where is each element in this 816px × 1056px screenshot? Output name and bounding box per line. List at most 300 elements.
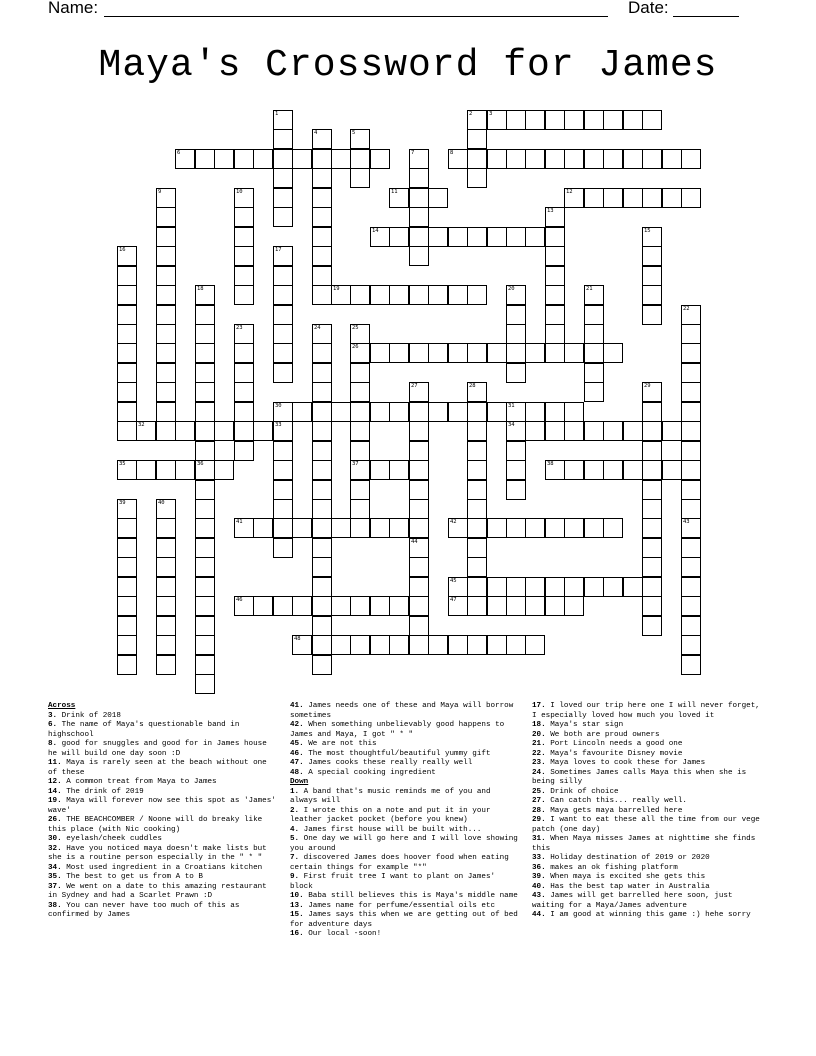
grid-cell[interactable] bbox=[506, 596, 526, 616]
grid-cell[interactable] bbox=[681, 363, 701, 383]
grid-cell[interactable] bbox=[681, 460, 701, 480]
grid-cell[interactable] bbox=[506, 149, 526, 169]
grid-cell[interactable] bbox=[117, 635, 137, 655]
grid-cell[interactable] bbox=[545, 246, 565, 266]
grid-cell[interactable] bbox=[409, 557, 429, 577]
grid-cell[interactable] bbox=[234, 207, 254, 227]
grid-cell[interactable] bbox=[681, 557, 701, 577]
grid-cell[interactable] bbox=[681, 538, 701, 558]
grid-cell[interactable] bbox=[195, 285, 215, 305]
grid-cell[interactable] bbox=[273, 129, 293, 149]
grid-cell[interactable] bbox=[525, 577, 545, 597]
grid-cell[interactable] bbox=[156, 363, 176, 383]
grid-cell[interactable] bbox=[428, 635, 448, 655]
grid-cell[interactable] bbox=[331, 518, 351, 538]
grid-cell[interactable] bbox=[545, 227, 565, 247]
grid-cell[interactable] bbox=[156, 616, 176, 636]
grid-cell[interactable] bbox=[545, 207, 565, 227]
grid-cell[interactable] bbox=[545, 596, 565, 616]
grid-cell[interactable] bbox=[234, 246, 254, 266]
grid-cell[interactable] bbox=[409, 480, 429, 500]
grid-cell[interactable] bbox=[273, 480, 293, 500]
grid-cell[interactable] bbox=[156, 266, 176, 286]
grid-cell[interactable] bbox=[156, 460, 176, 480]
grid-cell[interactable] bbox=[525, 402, 545, 422]
grid-cell[interactable] bbox=[603, 518, 623, 538]
grid-cell[interactable] bbox=[564, 421, 584, 441]
grid-cell[interactable] bbox=[487, 110, 507, 130]
grid-cell[interactable] bbox=[525, 518, 545, 538]
grid-cell[interactable] bbox=[525, 635, 545, 655]
grid-cell[interactable] bbox=[117, 363, 137, 383]
grid-cell[interactable] bbox=[370, 460, 390, 480]
grid-cell[interactable] bbox=[525, 343, 545, 363]
grid-cell[interactable] bbox=[603, 343, 623, 363]
grid-cell[interactable] bbox=[467, 538, 487, 558]
grid-cell[interactable] bbox=[409, 149, 429, 169]
grid-cell[interactable] bbox=[642, 285, 662, 305]
grid-cell[interactable] bbox=[195, 402, 215, 422]
grid-cell[interactable] bbox=[195, 499, 215, 519]
grid-cell[interactable] bbox=[584, 363, 604, 383]
grid-cell[interactable] bbox=[584, 324, 604, 344]
grid-cell[interactable] bbox=[273, 499, 293, 519]
grid-cell[interactable] bbox=[312, 635, 332, 655]
grid-cell[interactable] bbox=[642, 305, 662, 325]
grid-cell[interactable] bbox=[681, 577, 701, 597]
grid-cell[interactable] bbox=[292, 596, 312, 616]
grid-cell[interactable] bbox=[525, 149, 545, 169]
grid-cell[interactable] bbox=[175, 149, 195, 169]
grid-cell[interactable] bbox=[273, 168, 293, 188]
grid-cell[interactable] bbox=[428, 227, 448, 247]
grid-cell[interactable] bbox=[545, 460, 565, 480]
grid-cell[interactable] bbox=[312, 538, 332, 558]
grid-cell[interactable] bbox=[467, 441, 487, 461]
grid-cell[interactable] bbox=[156, 655, 176, 675]
grid-cell[interactable] bbox=[350, 324, 370, 344]
grid-cell[interactable] bbox=[487, 149, 507, 169]
grid-cell[interactable] bbox=[117, 460, 137, 480]
grid-cell[interactable] bbox=[584, 285, 604, 305]
grid-cell[interactable] bbox=[234, 188, 254, 208]
grid-cell[interactable] bbox=[525, 421, 545, 441]
grid-cell[interactable] bbox=[234, 596, 254, 616]
grid-cell[interactable] bbox=[642, 149, 662, 169]
grid-cell[interactable] bbox=[312, 285, 332, 305]
grid-cell[interactable] bbox=[487, 577, 507, 597]
grid-cell[interactable] bbox=[195, 324, 215, 344]
grid-cell[interactable] bbox=[117, 421, 137, 441]
grid-cell[interactable] bbox=[253, 596, 273, 616]
grid-cell[interactable] bbox=[117, 538, 137, 558]
grid-cell[interactable] bbox=[487, 596, 507, 616]
grid-cell[interactable] bbox=[506, 343, 526, 363]
grid-cell[interactable] bbox=[623, 149, 643, 169]
grid-cell[interactable] bbox=[389, 343, 409, 363]
grid-cell[interactable] bbox=[389, 635, 409, 655]
grid-cell[interactable] bbox=[506, 324, 526, 344]
grid-cell[interactable] bbox=[156, 538, 176, 558]
grid-cell[interactable] bbox=[312, 188, 332, 208]
grid-cell[interactable] bbox=[214, 149, 234, 169]
grid-cell[interactable] bbox=[487, 402, 507, 422]
grid-cell[interactable] bbox=[642, 499, 662, 519]
grid-cell[interactable] bbox=[370, 343, 390, 363]
grid-cell[interactable] bbox=[312, 518, 332, 538]
grid-cell[interactable] bbox=[234, 149, 254, 169]
grid-cell[interactable] bbox=[409, 207, 429, 227]
grid-cell[interactable] bbox=[136, 460, 156, 480]
grid-cell[interactable] bbox=[350, 441, 370, 461]
grid-cell[interactable] bbox=[623, 421, 643, 441]
grid-cell[interactable] bbox=[584, 382, 604, 402]
grid-cell[interactable] bbox=[195, 635, 215, 655]
grid-cell[interactable] bbox=[350, 421, 370, 441]
grid-cell[interactable] bbox=[117, 577, 137, 597]
grid-cell[interactable] bbox=[253, 518, 273, 538]
grid-cell[interactable] bbox=[156, 188, 176, 208]
grid-cell[interactable] bbox=[331, 635, 351, 655]
grid-cell[interactable] bbox=[603, 110, 623, 130]
grid-cell[interactable] bbox=[448, 635, 468, 655]
grid-cell[interactable] bbox=[389, 188, 409, 208]
grid-cell[interactable] bbox=[331, 596, 351, 616]
grid-cell[interactable] bbox=[389, 518, 409, 538]
grid-cell[interactable] bbox=[409, 402, 429, 422]
grid-cell[interactable] bbox=[448, 227, 468, 247]
grid-cell[interactable] bbox=[564, 149, 584, 169]
grid-cell[interactable] bbox=[662, 421, 682, 441]
grid-cell[interactable] bbox=[273, 207, 293, 227]
grid-cell[interactable] bbox=[428, 402, 448, 422]
grid-cell[interactable] bbox=[195, 441, 215, 461]
grid-cell[interactable] bbox=[389, 460, 409, 480]
grid-cell[interactable] bbox=[156, 518, 176, 538]
grid-cell[interactable] bbox=[681, 499, 701, 519]
grid-cell[interactable] bbox=[564, 577, 584, 597]
grid-cell[interactable] bbox=[545, 266, 565, 286]
grid-cell[interactable] bbox=[195, 343, 215, 363]
grid-cell[interactable] bbox=[117, 324, 137, 344]
grid-cell[interactable] bbox=[312, 480, 332, 500]
grid-cell[interactable] bbox=[195, 149, 215, 169]
grid-cell[interactable] bbox=[506, 305, 526, 325]
grid-cell[interactable] bbox=[467, 460, 487, 480]
grid-cell[interactable] bbox=[409, 538, 429, 558]
grid-cell[interactable] bbox=[370, 596, 390, 616]
grid-cell[interactable] bbox=[350, 168, 370, 188]
grid-cell[interactable] bbox=[331, 285, 351, 305]
grid-cell[interactable] bbox=[273, 110, 293, 130]
grid-cell[interactable] bbox=[370, 285, 390, 305]
grid-cell[interactable] bbox=[195, 460, 215, 480]
grid-cell[interactable] bbox=[273, 285, 293, 305]
grid-cell[interactable] bbox=[681, 343, 701, 363]
grid-cell[interactable] bbox=[370, 518, 390, 538]
grid-cell[interactable] bbox=[234, 227, 254, 247]
grid-cell[interactable] bbox=[389, 285, 409, 305]
grid-cell[interactable] bbox=[234, 363, 254, 383]
grid-cell[interactable] bbox=[117, 246, 137, 266]
grid-cell[interactable] bbox=[545, 402, 565, 422]
grid-cell[interactable] bbox=[292, 518, 312, 538]
grid-cell[interactable] bbox=[564, 110, 584, 130]
grid-cell[interactable] bbox=[448, 285, 468, 305]
grid-cell[interactable] bbox=[312, 324, 332, 344]
grid-cell[interactable] bbox=[642, 518, 662, 538]
grid-cell[interactable] bbox=[117, 266, 137, 286]
grid-cell[interactable] bbox=[506, 402, 526, 422]
grid-cell[interactable] bbox=[273, 149, 293, 169]
grid-cell[interactable] bbox=[642, 460, 662, 480]
grid-cell[interactable] bbox=[642, 596, 662, 616]
grid-cell[interactable] bbox=[195, 577, 215, 597]
grid-cell[interactable] bbox=[156, 557, 176, 577]
grid-cell[interactable] bbox=[156, 324, 176, 344]
grid-cell[interactable] bbox=[467, 577, 487, 597]
grid-cell[interactable] bbox=[487, 227, 507, 247]
grid-cell[interactable] bbox=[273, 266, 293, 286]
grid-cell[interactable] bbox=[564, 596, 584, 616]
grid-cell[interactable] bbox=[487, 518, 507, 538]
grid-cell[interactable] bbox=[506, 577, 526, 597]
grid-cell[interactable] bbox=[681, 382, 701, 402]
grid-cell[interactable] bbox=[253, 421, 273, 441]
grid-cell[interactable] bbox=[409, 635, 429, 655]
grid-cell[interactable] bbox=[642, 266, 662, 286]
grid-cell[interactable] bbox=[467, 382, 487, 402]
grid-cell[interactable] bbox=[603, 421, 623, 441]
grid-cell[interactable] bbox=[350, 460, 370, 480]
grid-cell[interactable] bbox=[467, 557, 487, 577]
grid-cell[interactable] bbox=[312, 616, 332, 636]
grid-cell[interactable] bbox=[312, 499, 332, 519]
grid-cell[interactable] bbox=[584, 188, 604, 208]
grid-cell[interactable] bbox=[312, 577, 332, 597]
grid-cell[interactable] bbox=[409, 343, 429, 363]
grid-cell[interactable] bbox=[506, 635, 526, 655]
grid-cell[interactable] bbox=[312, 168, 332, 188]
grid-cell[interactable] bbox=[350, 635, 370, 655]
grid-cell[interactable] bbox=[195, 305, 215, 325]
grid-cell[interactable] bbox=[156, 577, 176, 597]
grid-cell[interactable] bbox=[409, 421, 429, 441]
grid-cell[interactable] bbox=[117, 616, 137, 636]
grid-cell[interactable] bbox=[642, 227, 662, 247]
grid-cell[interactable] bbox=[545, 577, 565, 597]
grid-cell[interactable] bbox=[350, 382, 370, 402]
grid-cell[interactable] bbox=[273, 324, 293, 344]
grid-cell[interactable] bbox=[350, 285, 370, 305]
grid-cell[interactable] bbox=[603, 460, 623, 480]
grid-cell[interactable] bbox=[117, 655, 137, 675]
grid-cell[interactable] bbox=[623, 577, 643, 597]
grid-cell[interactable] bbox=[467, 635, 487, 655]
grid-cell[interactable] bbox=[681, 324, 701, 344]
grid-cell[interactable] bbox=[389, 227, 409, 247]
grid-cell[interactable] bbox=[584, 343, 604, 363]
grid-cell[interactable] bbox=[195, 596, 215, 616]
grid-cell[interactable] bbox=[448, 149, 468, 169]
grid-cell[interactable] bbox=[603, 149, 623, 169]
grid-cell[interactable] bbox=[428, 343, 448, 363]
grid-cell[interactable] bbox=[409, 616, 429, 636]
grid-cell[interactable] bbox=[156, 499, 176, 519]
grid-cell[interactable] bbox=[312, 246, 332, 266]
grid-cell[interactable] bbox=[117, 285, 137, 305]
grid-cell[interactable] bbox=[662, 188, 682, 208]
grid-cell[interactable] bbox=[506, 110, 526, 130]
grid-cell[interactable] bbox=[350, 402, 370, 422]
grid-cell[interactable] bbox=[506, 480, 526, 500]
grid-cell[interactable] bbox=[312, 402, 332, 422]
grid-cell[interactable] bbox=[273, 441, 293, 461]
grid-cell[interactable] bbox=[234, 402, 254, 422]
grid-cell[interactable] bbox=[545, 110, 565, 130]
grid-cell[interactable] bbox=[273, 363, 293, 383]
grid-cell[interactable] bbox=[195, 674, 215, 694]
grid-cell[interactable] bbox=[662, 460, 682, 480]
grid-cell[interactable] bbox=[350, 499, 370, 519]
grid-cell[interactable] bbox=[273, 421, 293, 441]
grid-cell[interactable] bbox=[506, 227, 526, 247]
grid-cell[interactable] bbox=[117, 402, 137, 422]
grid-cell[interactable] bbox=[448, 402, 468, 422]
grid-cell[interactable] bbox=[448, 343, 468, 363]
grid-cell[interactable] bbox=[389, 596, 409, 616]
grid-cell[interactable] bbox=[467, 227, 487, 247]
grid-cell[interactable] bbox=[467, 129, 487, 149]
grid-cell[interactable] bbox=[467, 402, 487, 422]
grid-cell[interactable] bbox=[642, 421, 662, 441]
grid-cell[interactable] bbox=[312, 266, 332, 286]
grid-cell[interactable] bbox=[234, 421, 254, 441]
grid-cell[interactable] bbox=[564, 188, 584, 208]
grid-cell[interactable] bbox=[312, 557, 332, 577]
grid-cell[interactable] bbox=[584, 518, 604, 538]
grid-cell[interactable] bbox=[506, 441, 526, 461]
grid-cell[interactable] bbox=[195, 616, 215, 636]
grid-cell[interactable] bbox=[156, 421, 176, 441]
grid-cell[interactable] bbox=[156, 596, 176, 616]
grid-cell[interactable] bbox=[467, 518, 487, 538]
grid-cell[interactable] bbox=[603, 577, 623, 597]
grid-cell[interactable] bbox=[681, 441, 701, 461]
grid-cell[interactable] bbox=[234, 324, 254, 344]
grid-cell[interactable] bbox=[623, 460, 643, 480]
grid-cell[interactable] bbox=[467, 343, 487, 363]
grid-cell[interactable] bbox=[312, 343, 332, 363]
grid-cell[interactable] bbox=[623, 110, 643, 130]
grid-cell[interactable] bbox=[467, 499, 487, 519]
grid-cell[interactable] bbox=[273, 518, 293, 538]
grid-cell[interactable] bbox=[312, 460, 332, 480]
grid-cell[interactable] bbox=[428, 188, 448, 208]
grid-cell[interactable] bbox=[312, 655, 332, 675]
grid-cell[interactable] bbox=[467, 596, 487, 616]
grid-cell[interactable] bbox=[312, 421, 332, 441]
grid-cell[interactable] bbox=[234, 266, 254, 286]
grid-cell[interactable] bbox=[409, 441, 429, 461]
grid-cell[interactable] bbox=[273, 402, 293, 422]
grid-cell[interactable] bbox=[642, 480, 662, 500]
grid-cell[interactable] bbox=[642, 246, 662, 266]
grid-cell[interactable] bbox=[409, 499, 429, 519]
grid-cell[interactable] bbox=[273, 188, 293, 208]
grid-cell[interactable] bbox=[117, 343, 137, 363]
grid-cell[interactable] bbox=[467, 168, 487, 188]
grid-cell[interactable] bbox=[642, 616, 662, 636]
grid-cell[interactable] bbox=[662, 149, 682, 169]
grid-cell[interactable] bbox=[312, 227, 332, 247]
grid-cell[interactable] bbox=[312, 441, 332, 461]
grid-cell[interactable] bbox=[487, 635, 507, 655]
grid-cell[interactable] bbox=[234, 518, 254, 538]
grid-cell[interactable] bbox=[350, 480, 370, 500]
grid-cell[interactable] bbox=[642, 110, 662, 130]
grid-cell[interactable] bbox=[681, 518, 701, 538]
grid-cell[interactable] bbox=[642, 382, 662, 402]
grid-cell[interactable] bbox=[467, 149, 487, 169]
grid-cell[interactable] bbox=[117, 382, 137, 402]
grid-cell[interactable] bbox=[642, 557, 662, 577]
grid-cell[interactable] bbox=[409, 285, 429, 305]
grid-cell[interactable] bbox=[117, 305, 137, 325]
grid-cell[interactable] bbox=[681, 655, 701, 675]
grid-cell[interactable] bbox=[642, 538, 662, 558]
grid-cell[interactable] bbox=[350, 149, 370, 169]
grid-cell[interactable] bbox=[525, 227, 545, 247]
grid-cell[interactable] bbox=[409, 227, 429, 247]
grid-cell[interactable] bbox=[603, 188, 623, 208]
grid-cell[interactable] bbox=[175, 460, 195, 480]
grid-cell[interactable] bbox=[292, 635, 312, 655]
grid-cell[interactable] bbox=[409, 596, 429, 616]
grid-cell[interactable] bbox=[350, 363, 370, 383]
grid-cell[interactable] bbox=[370, 402, 390, 422]
grid-cell[interactable] bbox=[156, 382, 176, 402]
grid-cell[interactable] bbox=[370, 635, 390, 655]
grid-cell[interactable] bbox=[642, 402, 662, 422]
grid-cell[interactable] bbox=[409, 518, 429, 538]
grid-cell[interactable] bbox=[642, 188, 662, 208]
grid-cell[interactable] bbox=[273, 343, 293, 363]
grid-cell[interactable] bbox=[448, 577, 468, 597]
grid-cell[interactable] bbox=[195, 518, 215, 538]
grid-cell[interactable] bbox=[681, 149, 701, 169]
grid-cell[interactable] bbox=[234, 382, 254, 402]
grid-cell[interactable] bbox=[273, 460, 293, 480]
grid-cell[interactable] bbox=[564, 343, 584, 363]
grid-cell[interactable] bbox=[195, 382, 215, 402]
grid-cell[interactable] bbox=[350, 518, 370, 538]
grid-cell[interactable] bbox=[584, 577, 604, 597]
grid-cell[interactable] bbox=[156, 227, 176, 247]
grid-cell[interactable] bbox=[350, 129, 370, 149]
grid-cell[interactable] bbox=[234, 285, 254, 305]
grid-cell[interactable] bbox=[487, 343, 507, 363]
grid-cell[interactable] bbox=[584, 110, 604, 130]
grid-cell[interactable] bbox=[117, 499, 137, 519]
grid-cell[interactable] bbox=[350, 343, 370, 363]
grid-cell[interactable] bbox=[195, 480, 215, 500]
grid-cell[interactable] bbox=[409, 168, 429, 188]
grid-cell[interactable] bbox=[681, 421, 701, 441]
grid-cell[interactable] bbox=[409, 188, 429, 208]
grid-cell[interactable] bbox=[681, 402, 701, 422]
grid-cell[interactable] bbox=[214, 460, 234, 480]
